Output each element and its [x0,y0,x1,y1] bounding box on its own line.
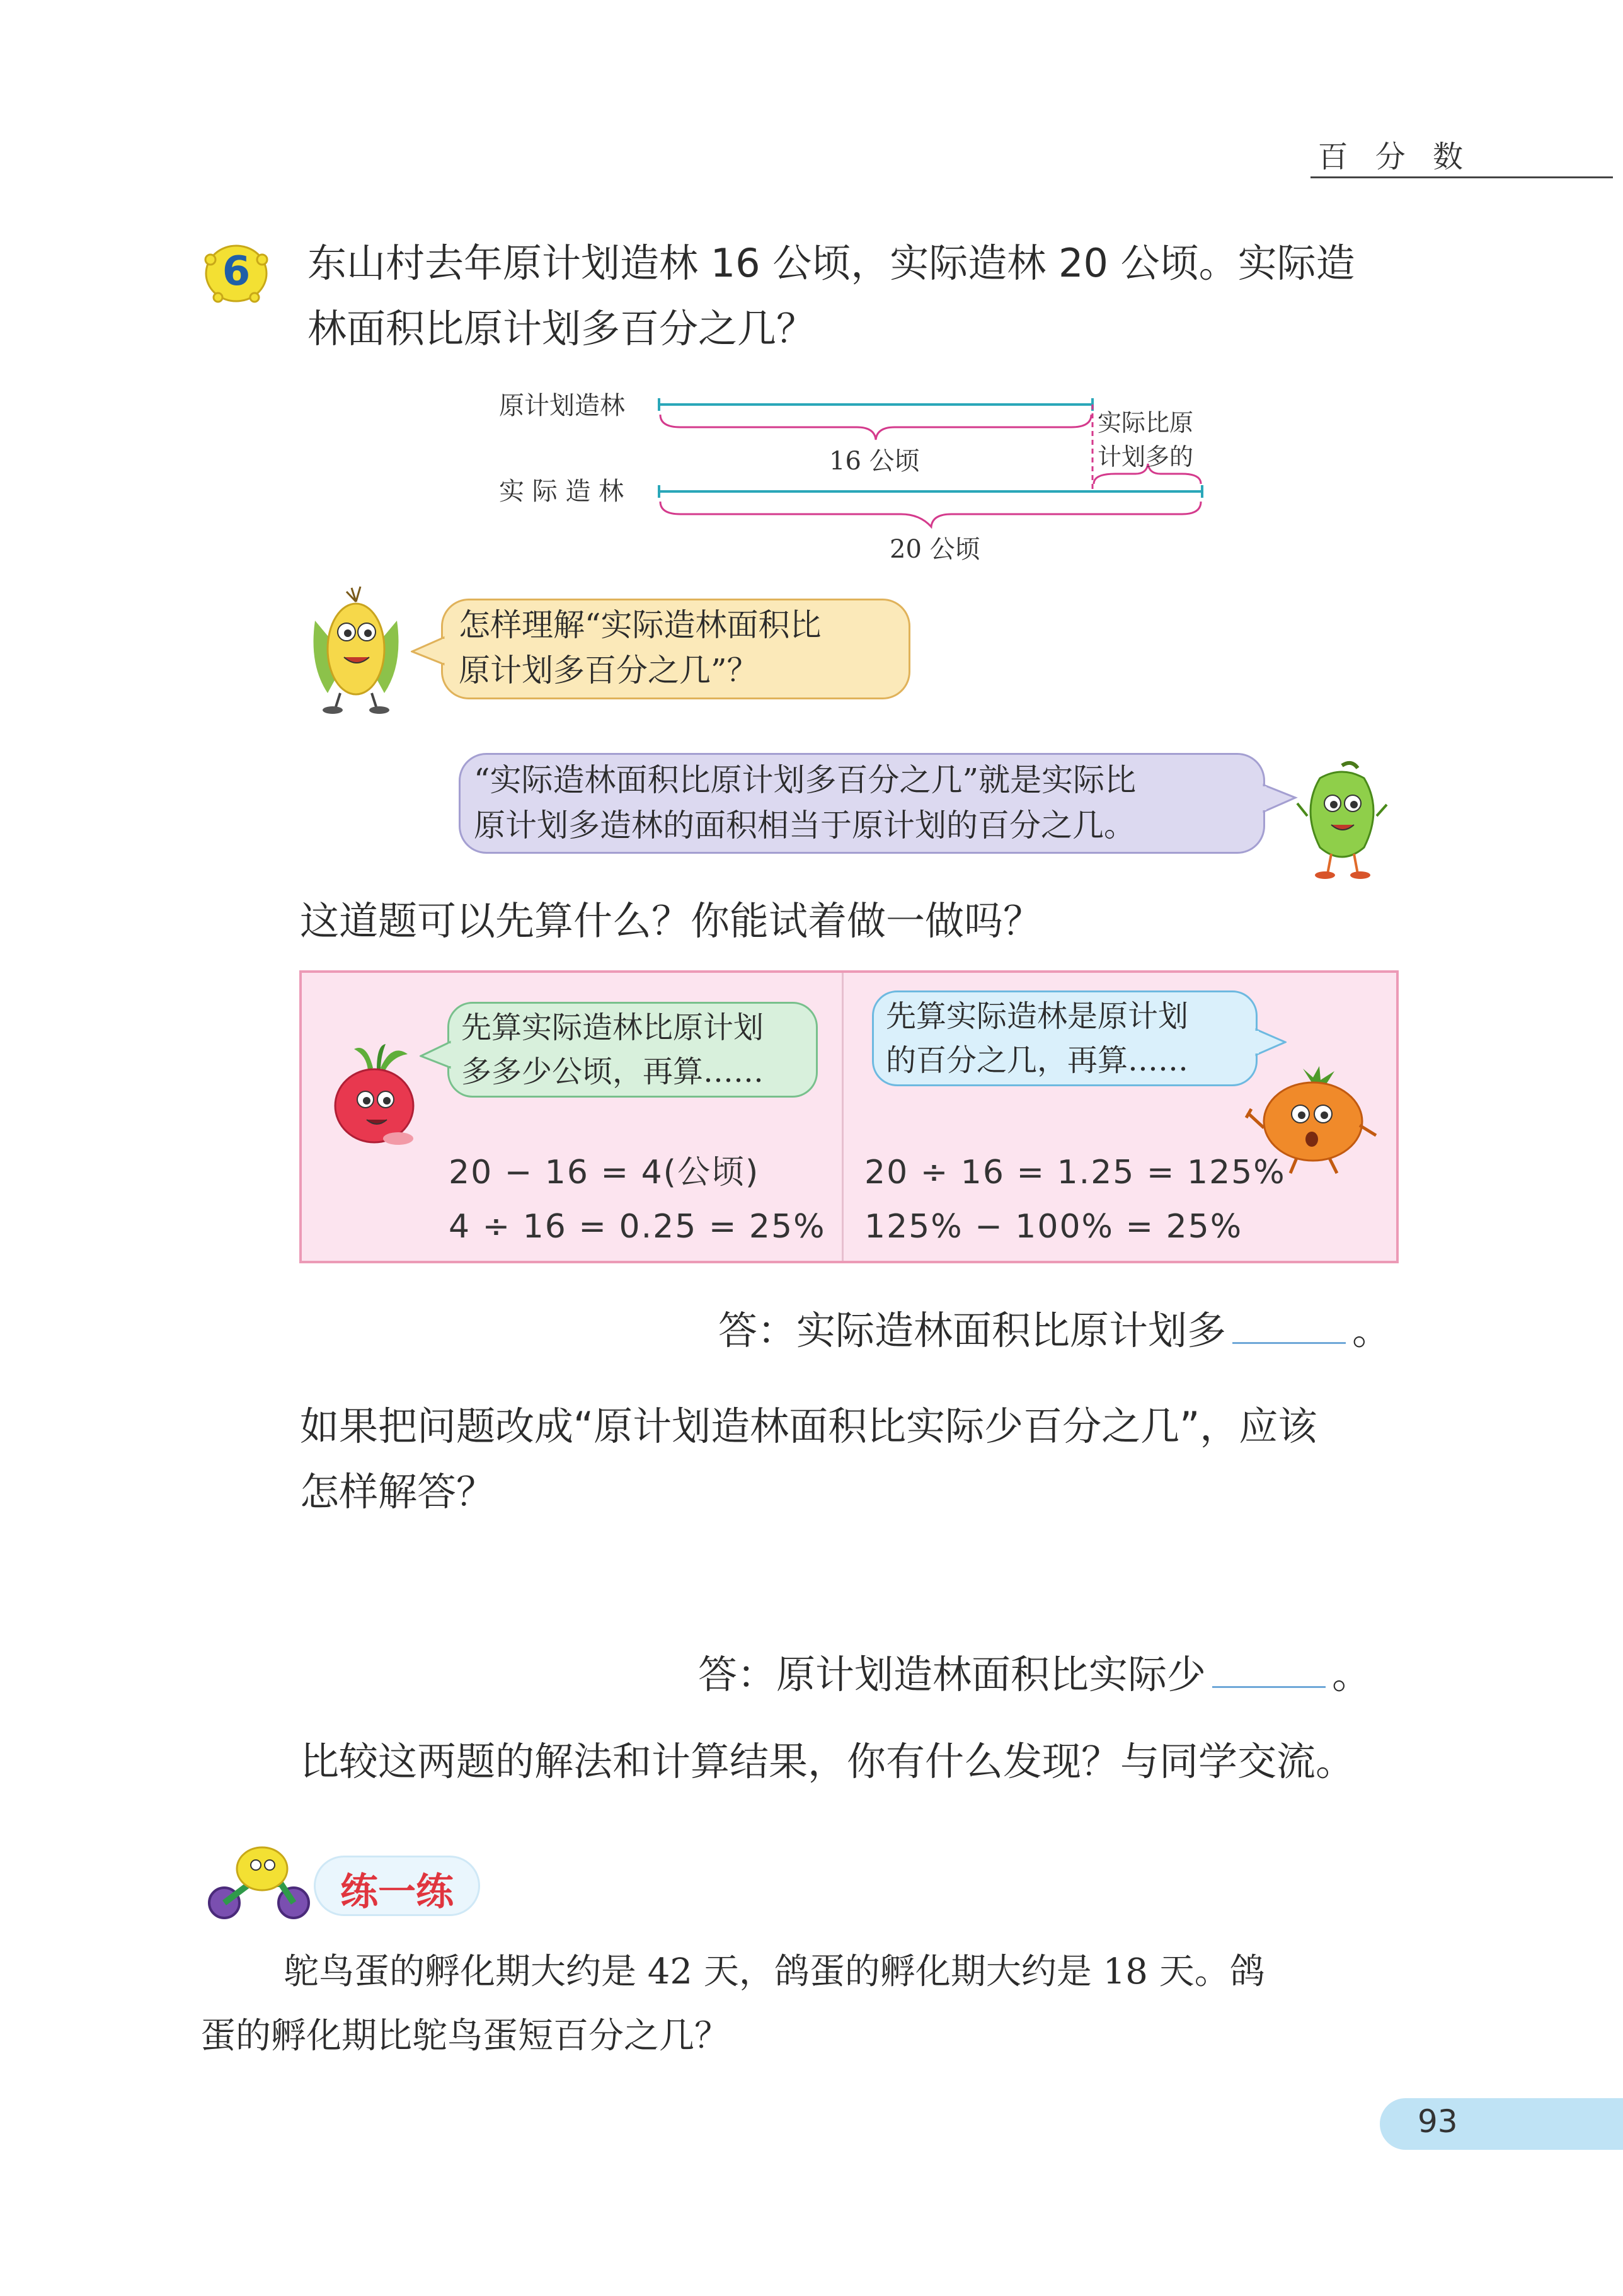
practice-line-2: 蛋的孵化期比鸵鸟蛋短百分之几？ [200,2016,730,2057]
answer-1-blank[interactable] [1232,1336,1346,1344]
answer-2-blank[interactable] [1212,1680,1326,1688]
followup-line-1: 如果把问题改成“原计划造林面积比实际少百分之几”，应该 [300,1403,1317,1449]
example-number: 6 [222,248,251,295]
right-calc-line-1: 20 ÷ 16 = 1.25 = 125% [864,1154,1286,1191]
corn-bubble-line-1: 怎样理解“实际造林面积比 [459,607,822,643]
right-bubble-line-2: 的百分之几，再算…… [886,1043,1189,1078]
answer-1-text: 答：实际造林面积比原计划多 [718,1307,1227,1353]
pepper-bubble-tail [1261,783,1298,815]
answer-2-end: 。 [1332,1651,1372,1697]
question-line-1: 东山村去年原计划造林 16 公顷，实际造林 20 公顷。实际造 [307,240,1355,286]
prompt-text: 这道题可以先算什么？你能试着做一做吗？ [300,898,1043,944]
right-bubble-tail [1254,1027,1287,1057]
right-calc-line-2: 125% − 100% = 25% [864,1208,1243,1246]
left-bubble-line-2: 多多少公顷，再算…… [461,1054,764,1089]
right-bubble-line-1: 先算实际造林是原计划 [886,999,1189,1034]
extra-label-line-1: 实际比原 [1098,409,1194,437]
extra-label-line-2: 计划多的 [1098,443,1194,471]
actual-label: 实 际 造 林 [499,477,624,506]
answer-2-text: 答：原计划造林面积比实际少 [698,1651,1207,1697]
corn-bubble-line-2: 原计划多百分之几”？ [459,652,759,689]
practice-badge-label: 练一练 [340,1870,454,1914]
left-bubble-line-1: 先算实际造林比原计划 [461,1010,764,1045]
practice-line-1: 鸵鸟蛋的孵化期大约是 42 天，鸽蛋的孵化期大约是 18 天。鸽 [284,1951,1265,1992]
corn-character-icon [302,583,410,715]
actual-brace [660,502,1201,527]
corn-bubble-tail [411,635,446,667]
example-number-badge [199,234,273,309]
page-number: 93 [1418,2103,1458,2140]
pepper-bubble-line-2: 原计划多造林的面积相当于原计划的百分之几。 [474,807,1135,844]
plan-label: 原计划造林 [499,391,625,420]
compare-text: 比较这两题的解法和计算结果，你有什么发现？与同学交流。 [300,1738,1355,1784]
left-calc-line-1: 20 − 16 = 4(公顷) [449,1154,760,1191]
plan-brace [660,415,1091,440]
header-rule [1310,176,1613,178]
methods-divider [842,973,844,1261]
chapter-title: 百 分 数 [1317,139,1472,175]
answer-1 [718,1298,1391,1363]
pepper-character-icon [1295,759,1389,882]
pepper-bubble-line-1: “实际造林面积比原计划多百分之几”就是实际比 [474,762,1137,798]
page-number-tab [1380,2098,1623,2150]
question-line-2: 林面积比原计划多百分之几？ [307,306,816,352]
answer-1-end: 。 [1352,1307,1392,1353]
left-bubble-tail [420,1040,452,1070]
followup-line-2: 怎样解答？ [300,1469,496,1515]
motorbike-lemon-icon [199,1840,325,1922]
answer-2 [698,1642,1371,1708]
plan-value: 16 公顷 [829,447,920,476]
radish-character-icon [323,1043,430,1153]
actual-value: 20 公顷 [890,535,980,564]
left-calc-line-2: 4 ÷ 16 = 0.25 = 25% [449,1208,826,1246]
